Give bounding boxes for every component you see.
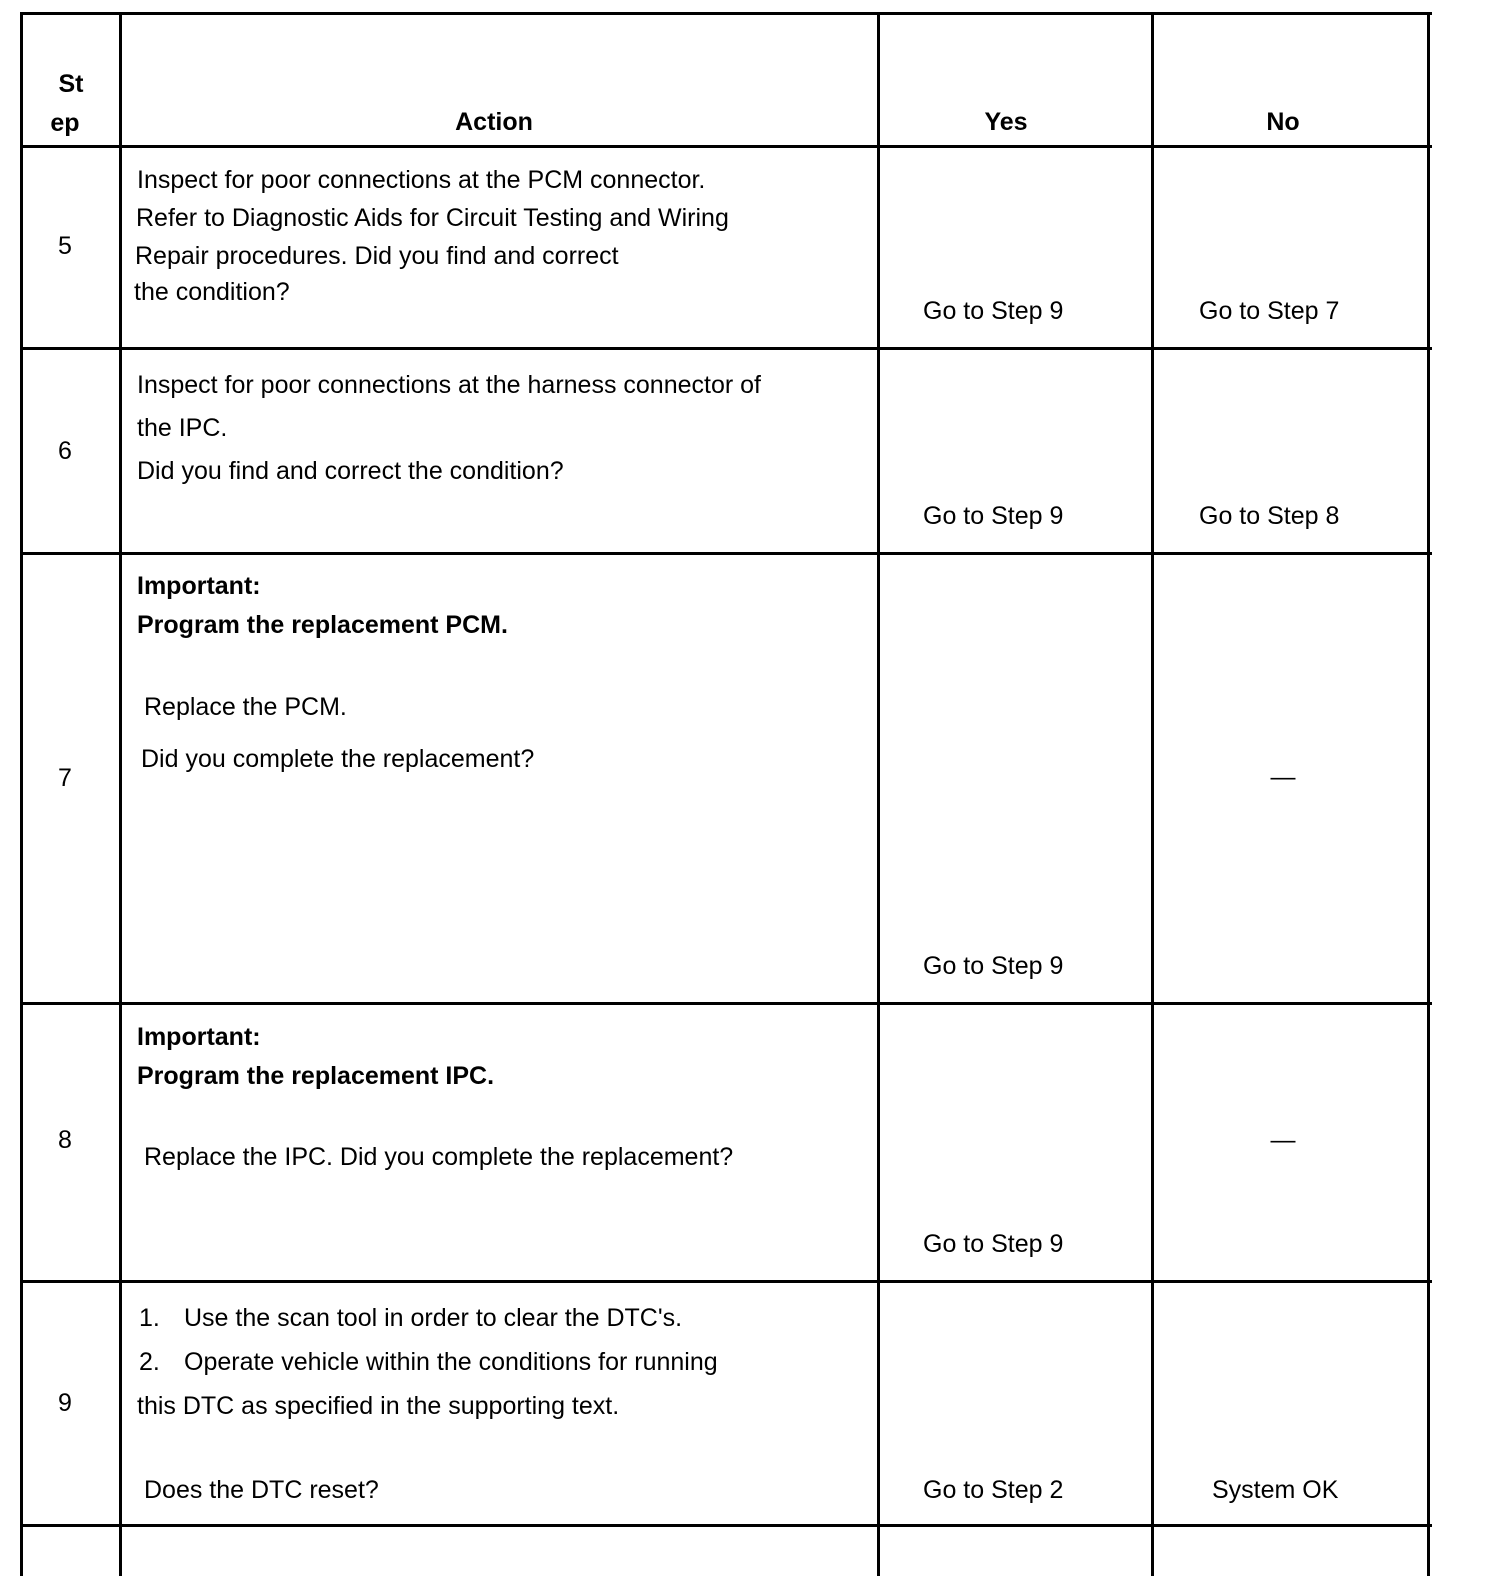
table-border-top	[20, 12, 1432, 15]
column-divider-yes	[1151, 12, 1154, 1576]
yes-result-5: Go to Step 9	[923, 297, 1064, 325]
step-number-6: 6	[58, 437, 72, 465]
yes-result-6: Go to Step 9	[923, 502, 1064, 530]
important-label-8: Important:	[137, 1023, 261, 1051]
step-number-8: 8	[58, 1126, 72, 1154]
no-result-5: Go to Step 7	[1199, 297, 1340, 325]
header-step-line1: St	[58, 70, 84, 98]
important-text-7: Program the replacement PCM.	[137, 611, 508, 639]
action-text-5-line2: Refer to Diagnostic Aids for Circuit Testing and Wiring	[136, 204, 729, 232]
action-text-5-line3: Repair procedures. Did you find and correct	[135, 242, 619, 270]
action-text-8-line1: Replace the IPC. Did you complete the replacement?	[144, 1143, 734, 1171]
header-step-line2: ep	[50, 109, 80, 137]
no-result-6: Go to Step 8	[1199, 502, 1340, 530]
action-text-6-line3: Did you find and correct the condition?	[137, 457, 564, 485]
action-text-7-line2: Did you complete the replacement?	[141, 745, 535, 773]
diagnostic-table	[20, 12, 1432, 1576]
column-divider-step	[119, 12, 122, 1576]
step-number-5: 5	[58, 232, 72, 260]
row-divider-5	[20, 347, 1432, 350]
row-divider-8	[20, 1280, 1432, 1283]
row-divider-header	[20, 145, 1432, 148]
action-text-9-line1: this DTC as specified in the supporting text.	[137, 1392, 620, 1420]
column-divider-action	[877, 12, 880, 1576]
action-text-6-line1: Inspect for poor connections at the harness connector of	[137, 371, 761, 399]
important-label-7: Important:	[137, 572, 261, 600]
header-no: No	[1266, 108, 1300, 136]
step-number-9: 9	[58, 1389, 72, 1417]
important-text-8: Program the replacement IPC.	[137, 1062, 495, 1090]
list-item-text-2: Operate vehicle within the conditions for running	[184, 1348, 718, 1376]
action-text-5-line1: Inspect for poor connections at the PCM connector.	[137, 166, 706, 194]
list-item-text-1: Use the scan tool in order to clear the DTC's.	[184, 1304, 683, 1332]
yes-result-7: Go to Step 9	[923, 952, 1064, 980]
step-number-7: 7	[58, 764, 72, 792]
header-action: Action	[455, 108, 533, 136]
list-item-number-2: 2.	[139, 1348, 160, 1376]
action-text-9-line2: Does the DTC reset?	[144, 1476, 379, 1504]
yes-result-8: Go to Step 9	[923, 1230, 1064, 1258]
table-border-bottom	[20, 1524, 1432, 1527]
yes-result-9: Go to Step 2	[923, 1476, 1064, 1504]
row-divider-6	[20, 552, 1432, 555]
list-item-number-1: 1.	[139, 1304, 160, 1332]
table-border-right	[1427, 12, 1430, 1576]
no-result-9: System OK	[1212, 1476, 1339, 1504]
action-text-6-line2: the IPC.	[137, 414, 228, 442]
no-result-7: —	[1270, 763, 1296, 791]
action-text-5-line4: the condition?	[134, 278, 290, 306]
header-yes: Yes	[984, 108, 1028, 136]
no-result-8: —	[1270, 1126, 1296, 1154]
action-text-7-line1: Replace the PCM.	[144, 693, 347, 721]
row-divider-7	[20, 1002, 1432, 1005]
